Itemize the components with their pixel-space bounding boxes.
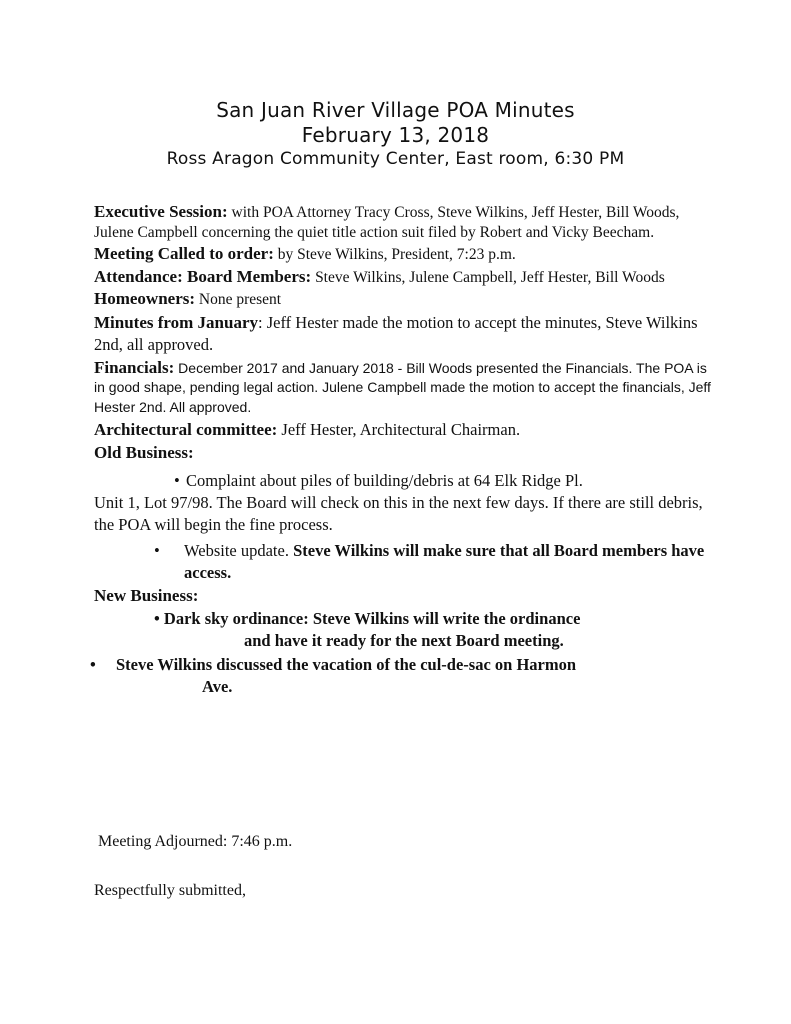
executive-session-text: with POA Attorney Tracy Cross, Steve Wilkins, Jeff Hester, Bill Woods, Julene Campbell concerning the quiet title action suit filed by Robert and Vicky Beecham.	[94, 204, 680, 241]
meeting-location: Ross Aragon Community Center, East room, 6:30 PM	[166, 149, 625, 169]
financials-paragraph	[94, 358, 714, 418]
old-business-item-1	[94, 470, 714, 536]
bullet-icon: •	[154, 540, 160, 560]
bullet-icon: •	[174, 470, 180, 490]
architectural-text: Jeff Hester, Architectural Chairman.	[277, 420, 521, 439]
attendance-text: Steve Wilkins, Julene Campbell, Jeff Hester, Bill Woods	[311, 268, 665, 286]
respectfully-submitted: Respectfully submitted,	[94, 882, 246, 899]
new-business-item-1-first-line: Dark sky ordinance: Steve Wilkins will write the ordinance	[163, 609, 581, 628]
architectural-label: Architectural committee:	[94, 420, 278, 439]
minutes-text: : Jeff Hester made the motion to accept the minutes, Steve Wilkins 2nd, all approved.	[94, 312, 698, 354]
minutes-label: Minutes from January	[94, 312, 259, 332]
meeting-adjourned: Meeting Adjourned: 7:46 p.m.	[98, 833, 293, 850]
bullet-icon: •	[154, 609, 160, 628]
financials-text: December 2017 and January 2018 - Bill Woods presented the Financials. The POA is in good shape, pending legal action. Julene Campbell made the motion to accept the financials, Jeff Hester 2nd. All approved.	[94, 359, 711, 415]
website-update-text: Website update.	[184, 540, 294, 560]
call-to-order-text: by Steve Wilkins, President, 7:23 p.m.	[273, 246, 516, 263]
minutes-body	[90, 202, 714, 698]
old-business-label: Old Business:	[94, 443, 194, 462]
new-business-item-2	[90, 654, 714, 698]
homeowners-text: None present	[195, 291, 282, 308]
new-business-item-2-first-line: Steve Wilkins discussed the vacation of the cul-de-sac on Harmon	[116, 655, 577, 674]
old-business-item-2	[154, 540, 714, 584]
attendance-label: Attendance: Board Members:	[94, 266, 312, 286]
new-business-item-1	[94, 608, 714, 652]
meeting-date: February 13, 2018	[301, 123, 490, 147]
minutes-paragraph	[94, 312, 714, 356]
executive-session-label: Executive Session:	[94, 202, 228, 221]
architectural-paragraph	[94, 419, 714, 441]
new-business-item-2-continuation: Ave.	[202, 677, 233, 696]
call-to-order-paragraph	[94, 244, 714, 265]
financials-label: Financials:	[94, 357, 175, 377]
website-access-note: Steve Wilkins will make sure that all Board members have access.	[184, 540, 705, 582]
old-business-item-1-first-line: Complaint about piles of building/debris at 64 Elk Ridge Pl.	[186, 470, 583, 490]
new-business-heading	[94, 586, 714, 607]
new-business-label: New Business:	[94, 585, 199, 605]
executive-session-paragraph	[94, 202, 714, 242]
homeowners-label: Homeowners:	[94, 289, 196, 308]
homeowners-paragraph	[94, 289, 714, 310]
new-business-item-1-continuation: and have it ready for the next Board meeting.	[244, 631, 564, 650]
old-business-heading	[94, 443, 714, 464]
old-business-item-1-rest: Unit 1, Lot 97/98. The Board will check on this in the next few days. If there are still debris, the POA will begin the fine process.	[94, 492, 703, 534]
old-business-item-2-text	[184, 540, 714, 584]
document-title: San Juan River Village POA Minutes	[216, 98, 575, 122]
bullet-icon: •	[90, 655, 96, 674]
call-to-order-label: Meeting Called to order:	[94, 244, 274, 263]
attendance-paragraph	[94, 267, 714, 288]
